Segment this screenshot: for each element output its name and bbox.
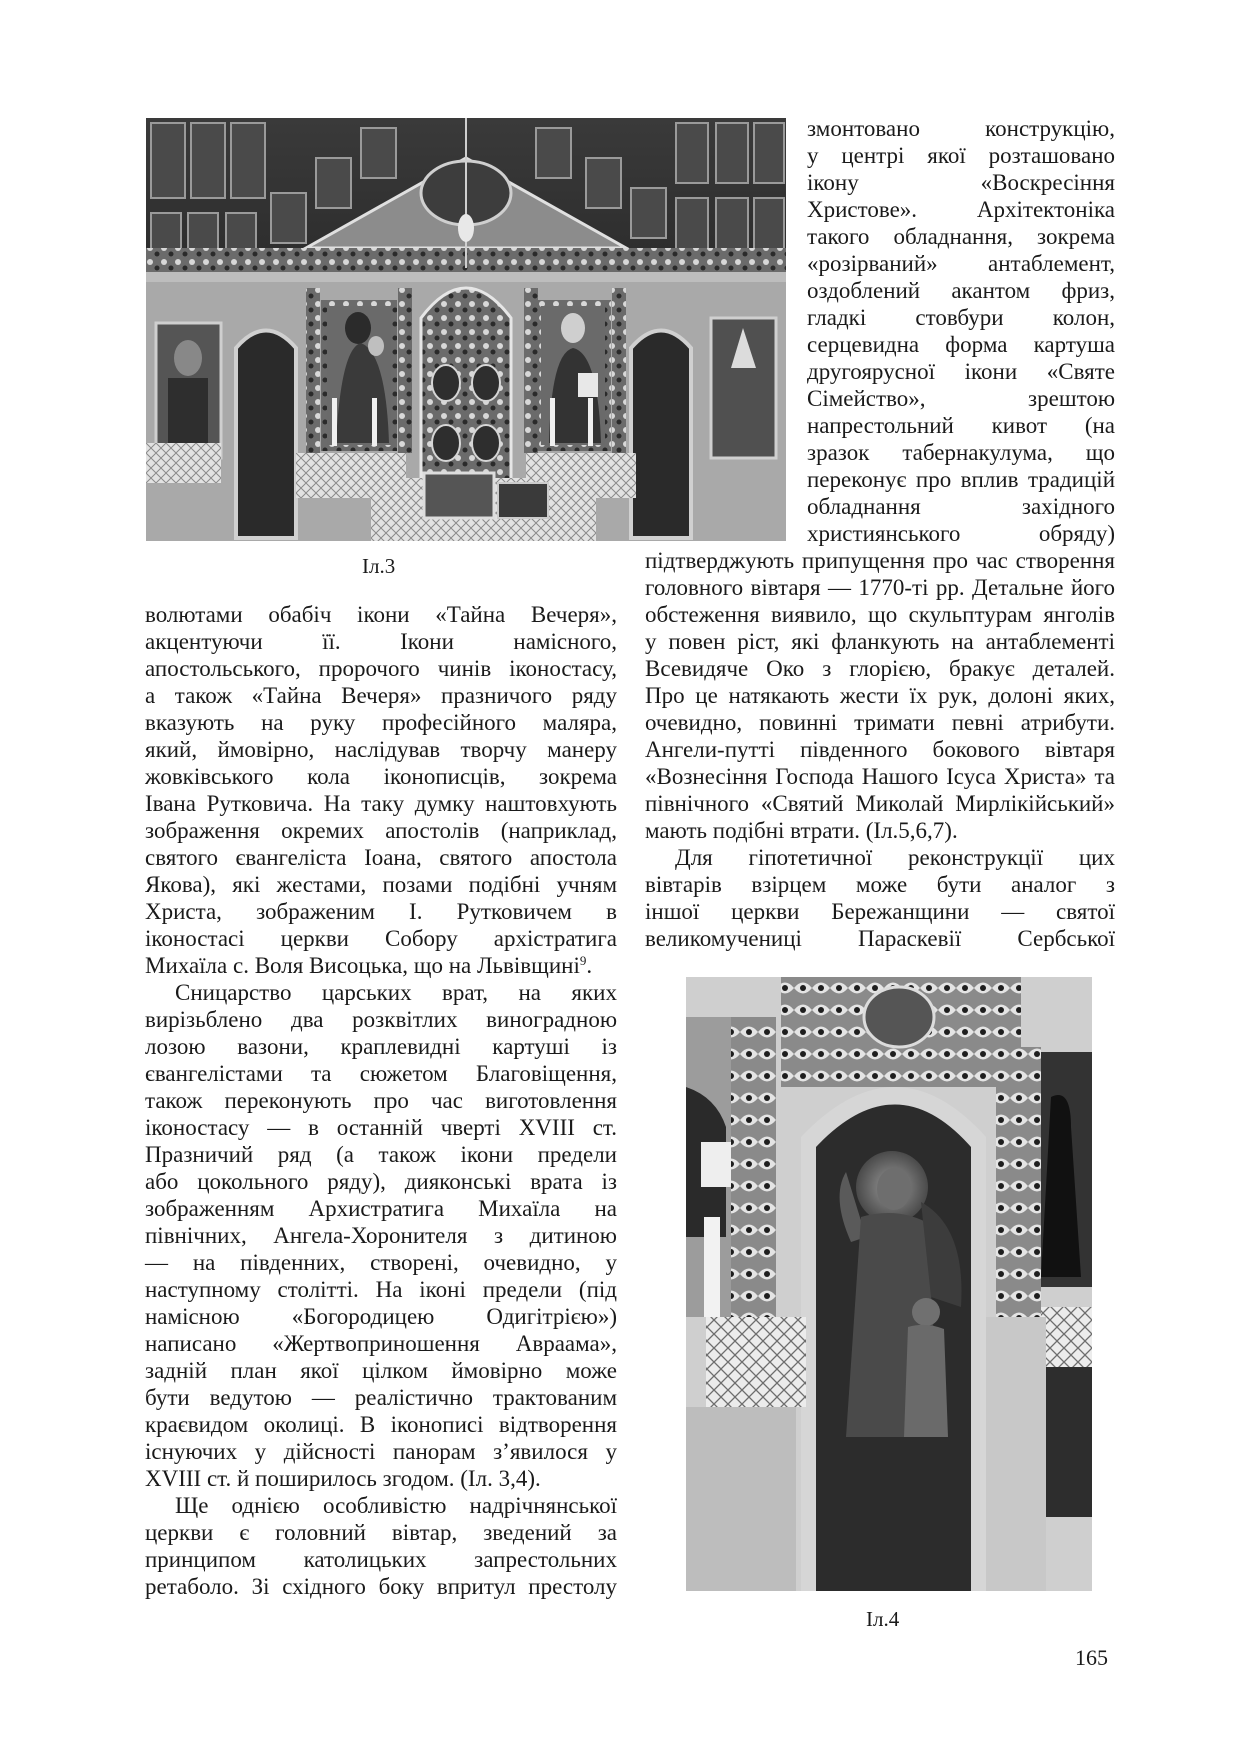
text-line: другоярусної ікони «Святе (807, 359, 1115, 384)
text-line: акцентуючи її. Ікони намісного, (145, 629, 617, 654)
text-line: волютами обабіч ікони «Тайна Вечеря», (145, 602, 617, 627)
figure-iconostasis-photo (146, 118, 786, 541)
text-line: очевидно, повинні тримати певні атрибути. (645, 710, 1115, 735)
text-line: у центрі якої розташовано (807, 143, 1115, 168)
text-line: наступному столітті. На іконі предели (під (145, 1277, 617, 1302)
text-line: написано «Жертвоприношення Авраама», (145, 1331, 617, 1356)
text-line: Всевидяче Око з глорією, бракує деталей. (645, 656, 1115, 681)
text-line: північного «Святий Миколай Мирлікійський» (645, 791, 1115, 816)
period: . (586, 953, 593, 978)
text-line-content: Михаїла с. Воля Висоцька, що на Львівщині (145, 953, 580, 978)
text-line: XVIII ст. й поширилось згодом. (Іл. 3,4). (145, 1466, 541, 1491)
text-line: головного вівтаря — 1770-ті рр. Детальне його (645, 575, 1115, 600)
text-line: Ще однією особливістю надрічнянської (175, 1493, 617, 1518)
text-line: Якова), які жестами, позами подібні учням (145, 872, 617, 897)
text-line: ретаболо. Зі східного боку впритул престолу (145, 1574, 617, 1599)
text-line: християнського обряду) (807, 521, 1115, 546)
text-line: «Вознесіння Господа Нашого Ісуса Христа» та (645, 764, 1115, 789)
text-line: вказують на руку професійного маляра, (145, 710, 617, 735)
text-line: напрестольний кивот (на (807, 413, 1115, 438)
text-line: Івана Рутковича. На таку думку наштовхують (145, 791, 617, 816)
figure-caption-il3: Іл.3 (362, 554, 396, 578)
text-line: принципом католицьких запрестольних (145, 1547, 617, 1572)
text-line: такого обладнання, зокрема (807, 224, 1115, 249)
figure-caption-il4: Іл.4 (866, 1607, 900, 1631)
text-line: оздоблений акантом фриз, (807, 278, 1115, 303)
text-line: святого євангеліста Іоана, святого апостола (145, 845, 617, 870)
text-line: — на південних, створені, очевидно, у (145, 1250, 617, 1275)
text-line: мають подібні втрати. (Іл.5,6,7). (645, 818, 958, 843)
text-line: великомучениці Параскевії Сербської (645, 926, 1115, 951)
text-line: Для гіпотетичної реконструкції цих (675, 845, 1115, 870)
text-line: у повен ріст, які фланкують на антаблементі (645, 629, 1115, 654)
text-line: лозою вазони, краплевидні картуші із (145, 1034, 617, 1059)
text-line: Сімейство», зрештою (807, 386, 1115, 411)
text-line: який, ймовірно, наслідував творчу манеру (145, 737, 617, 762)
text-line: Христа, зображеним І. Рутковичем в (145, 899, 617, 924)
text-line: підтверджують припущення про час створення (645, 548, 1115, 573)
text-line: «розірваний» антаблемент, (807, 251, 1115, 276)
text-line: жовківського кола іконописців, зокрема (145, 764, 617, 789)
text-line: вівтарів взірцем може бути аналог з (645, 872, 1115, 897)
text-line: або цокольного ряду), дияконські врата із (145, 1169, 617, 1194)
text-line: існуючих у дійсності панорам з’явилося у (145, 1439, 617, 1464)
text-line: обладнання західного (807, 494, 1115, 519)
deacon-door-image (686, 977, 1092, 1591)
text-line (145, 952, 617, 979)
text-line: Про це натякають жести їх рук, долоні яких, (645, 683, 1115, 708)
text-line: задній план якої цілком ймовірно може (145, 1358, 617, 1383)
text-line: зображенням Архистратига Михаїла на (145, 1196, 617, 1221)
text-line: бути ведутою — реалістично трактованим (145, 1385, 617, 1410)
text-line: апостольського, пророчого чинів іконостасу, (145, 656, 617, 681)
iconostasis-image (146, 118, 786, 541)
text-line: змонтовано конструкцію, (807, 116, 1115, 141)
text-line: також переконують про час виготовлення (145, 1088, 617, 1113)
footnote-reference[interactable]: 9 (579, 953, 587, 968)
text-line: зразок табернакулума, що (807, 440, 1115, 465)
text-line: Ангели-путті південного бокового вівтаря (645, 737, 1115, 762)
text-line: євангелістами та сюжетом Благовіщення, (145, 1061, 617, 1086)
text-line: іконостасу — в останній чверті XVIII ст. (145, 1115, 617, 1140)
text-line: а також «Тайна Вечеря» празничого ряду (145, 683, 617, 708)
text-line: намісною «Богородицею Одигітрією») (145, 1304, 617, 1329)
text-line: церкви є головний вівтар, зведений за (145, 1520, 617, 1545)
text-line: Сницарство царських врат, на яких (175, 980, 617, 1005)
text-line: гладкі стовбури колон, (807, 305, 1115, 330)
text-line: іконостасі церкви Собору архістратига (145, 926, 617, 951)
text-line: обстеження виявило, що скульптурам янголів (645, 602, 1115, 627)
text-line: серцевидна форма картуша (807, 332, 1115, 357)
text-line: краєвидом околиці. В іконописі відтворення (145, 1412, 617, 1437)
text-line: переконує про вплив традицій (807, 467, 1115, 492)
text-line: ікону «Воскресіння (807, 170, 1115, 195)
figure-deacon-door-photo (686, 977, 1092, 1591)
text-line: Христове». Архітектоніка (807, 197, 1115, 222)
text-line: Празничий ряд (а також ікони предели (145, 1142, 617, 1167)
text-line: північних, Ангела-Хоронителя з дитиною (145, 1223, 617, 1248)
text-line: вирізьблено два розквітлих виноградною (145, 1007, 617, 1032)
text-line: зображення окремих апостолів (наприклад, (145, 818, 617, 843)
page-number: 165 (1075, 1645, 1108, 1670)
text-line: іншої церкви Бережанщини — святої (645, 899, 1115, 924)
